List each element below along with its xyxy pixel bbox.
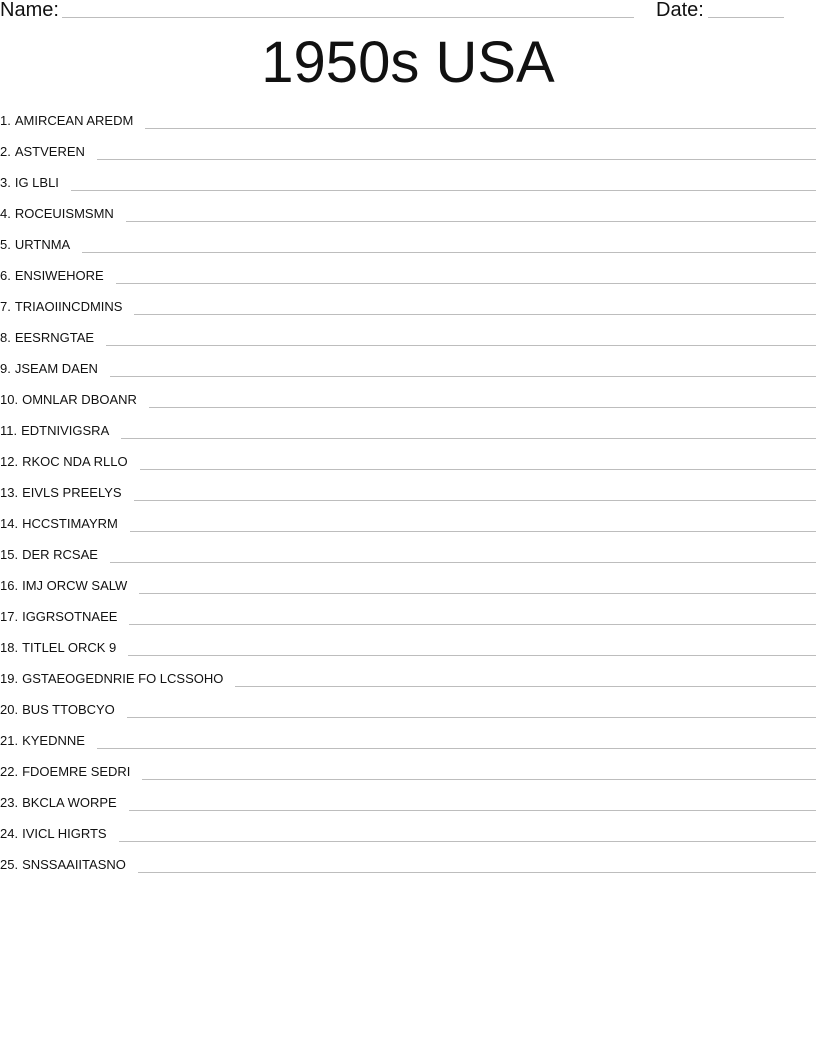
question-number: 25.: [0, 857, 19, 872]
question-number: 23.: [0, 795, 19, 810]
question-number: 8.: [0, 330, 11, 345]
question-number: 13.: [0, 485, 19, 500]
scrambled-word: ROCEUISMSMN: [14, 206, 114, 221]
scrambled-word: EESRNGTAE: [14, 330, 95, 345]
scrambled-word: BUS TTOBCYO: [22, 702, 115, 717]
scrambled-word: KYEDNNE: [22, 733, 85, 748]
list-item: [0, 172, 816, 203]
list-item: [0, 730, 816, 761]
word-scramble-list: [0, 110, 816, 885]
question-number: 12.: [0, 454, 19, 469]
scrambled-word: TRIAOIINCDMINS: [14, 299, 123, 314]
list-item: [0, 513, 816, 544]
question-number: 1.: [0, 113, 11, 128]
scrambled-word: BKCLA WORPE: [22, 795, 117, 810]
answer-line[interactable]: [121, 420, 816, 439]
answer-line[interactable]: [116, 265, 816, 284]
scrambled-word: IMJ ORCW SALW: [22, 578, 128, 593]
question-number: 19.: [0, 671, 19, 686]
worksheet-header: [0, 0, 816, 25]
answer-line[interactable]: [134, 296, 816, 315]
name-label: Name:: [0, 0, 59, 21]
answer-line[interactable]: [140, 451, 816, 470]
question-number: 24.: [0, 826, 19, 841]
list-item: [0, 389, 816, 420]
list-item: [0, 575, 816, 606]
list-item: [0, 327, 816, 358]
answer-line[interactable]: [110, 544, 816, 563]
answer-line[interactable]: [149, 389, 816, 408]
scrambled-word: FDOEMRE SEDRI: [22, 764, 131, 779]
list-item: [0, 699, 816, 730]
answer-line[interactable]: [119, 823, 816, 842]
answer-line[interactable]: [129, 606, 816, 625]
answer-line[interactable]: [110, 358, 816, 377]
question-number: 14.: [0, 516, 19, 531]
list-item: [0, 637, 816, 668]
question-number: 4.: [0, 206, 11, 221]
scrambled-word: JSEAM DAEN: [14, 361, 98, 376]
scrambled-word: RKOC NDA RLLO: [22, 454, 128, 469]
list-item: [0, 234, 816, 265]
scrambled-word: ASTVEREN: [14, 144, 85, 159]
list-item: [0, 544, 816, 575]
scrambled-word: HCCSTIMAYRM: [22, 516, 118, 531]
list-item: [0, 792, 816, 823]
question-number: 7.: [0, 299, 11, 314]
scrambled-word: SNSSAAIITASNO: [22, 857, 126, 872]
scrambled-word: AMIRCEAN AREDM: [14, 113, 134, 128]
answer-line[interactable]: [139, 575, 816, 594]
question-number: 3.: [0, 175, 11, 190]
list-item: [0, 296, 816, 327]
answer-line[interactable]: [130, 513, 816, 532]
question-number: 10.: [0, 392, 19, 407]
list-item: [0, 110, 816, 141]
question-number: 21.: [0, 733, 19, 748]
page-title: 1950s USA: [261, 30, 555, 95]
question-number: 16.: [0, 578, 19, 593]
question-number: 6.: [0, 268, 11, 283]
list-item: [0, 265, 816, 296]
list-item: [0, 668, 816, 699]
answer-line[interactable]: [127, 699, 816, 718]
scrambled-word: DER RCSAE: [22, 547, 98, 562]
answer-line[interactable]: [145, 110, 816, 129]
list-item: [0, 606, 816, 637]
scrambled-word: TITLEL ORCK 9: [22, 640, 117, 655]
answer-line[interactable]: [97, 730, 816, 749]
scrambled-word: GSTAEOGEDNRIE FO LCSSOHO: [22, 671, 224, 686]
answer-line[interactable]: [126, 203, 816, 222]
list-item: [0, 482, 816, 513]
answer-line[interactable]: [106, 327, 816, 346]
scrambled-word: ENSIWEHORE: [14, 268, 104, 283]
question-number: 9.: [0, 361, 11, 376]
question-number: 2.: [0, 144, 11, 159]
question-number: 11.: [0, 423, 18, 438]
date-input-line[interactable]: [708, 17, 784, 18]
scrambled-word: OMNLAR DBOANR: [22, 392, 137, 407]
list-item: [0, 854, 816, 885]
list-item: [0, 203, 816, 234]
scrambled-word: IVICL HIGRTS: [22, 826, 107, 841]
scrambled-word: URTNMA: [14, 237, 71, 252]
answer-line[interactable]: [134, 482, 816, 501]
answer-line[interactable]: [129, 792, 816, 811]
answer-line[interactable]: [82, 234, 816, 253]
question-number: 17.: [0, 609, 19, 624]
date-label: Date:: [656, 0, 704, 21]
list-item: [0, 761, 816, 792]
scrambled-word: IGGRSOTNAEE: [22, 609, 118, 624]
question-number: 15.: [0, 547, 19, 562]
answer-line[interactable]: [97, 141, 816, 160]
scrambled-word: EIVLS PREELYS: [22, 485, 122, 500]
scrambled-word: EDTNIVIGSRA: [21, 423, 110, 438]
question-number: 20.: [0, 702, 19, 717]
name-input-line[interactable]: [62, 17, 634, 18]
list-item: [0, 358, 816, 389]
question-number: 22.: [0, 764, 19, 779]
list-item: [0, 420, 816, 451]
answer-line[interactable]: [71, 172, 816, 191]
list-item: [0, 823, 816, 854]
answer-line[interactable]: [138, 854, 816, 873]
answer-line[interactable]: [128, 637, 816, 656]
list-item: [0, 141, 816, 172]
list-item: [0, 451, 816, 482]
question-number: 5.: [0, 237, 11, 252]
scrambled-word: IG LBLI: [14, 175, 59, 190]
answer-line[interactable]: [142, 761, 816, 780]
answer-line[interactable]: [235, 668, 816, 687]
question-number: 18.: [0, 640, 19, 655]
